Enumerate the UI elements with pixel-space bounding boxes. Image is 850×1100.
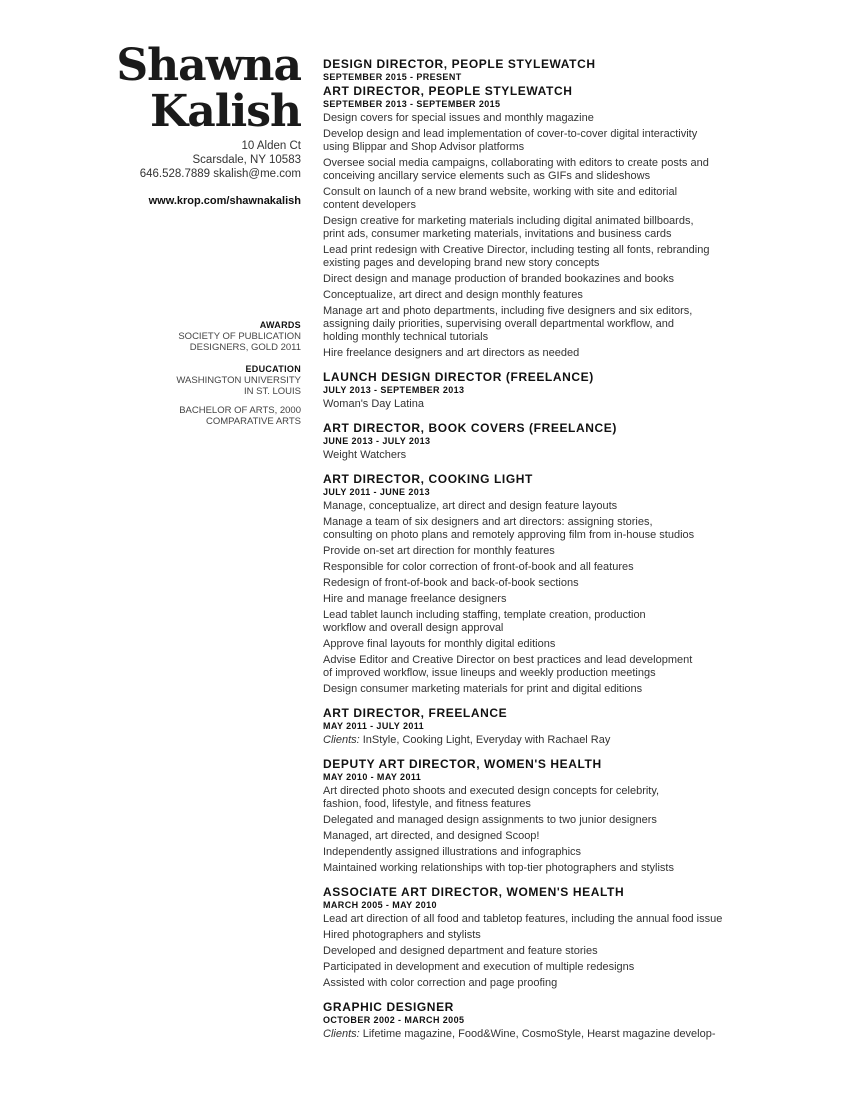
job-clients — [323, 1028, 823, 1041]
job-item: Participated in development and execution of multiple redesigns — [323, 961, 635, 973]
job-item: Hire and manage freelance designers — [323, 593, 507, 605]
job-item: Manage, conceptualize, art direct and design feature layouts — [323, 500, 618, 512]
job-clients — [323, 734, 823, 747]
awards-heading: AWARDS — [259, 320, 301, 330]
education-line-4: COMPARATIVE ARTS — [205, 416, 301, 427]
job-dates: MAY 2011 - JULY 2011 — [323, 721, 425, 731]
job-entry — [323, 758, 823, 875]
job-item: Lead art direction of all food and tabletop features, including the annual food issue — [323, 913, 723, 925]
job-item: Art directed photo shoots and executed design concepts for celebrity, fashion, food, lifestyle, and fitness features — [323, 785, 660, 810]
job-entry — [323, 473, 823, 696]
job-item: Weight Watchers — [323, 449, 407, 461]
job-title: ART DIRECTOR, COOKING LIGHT — [323, 472, 533, 486]
job-item: Design creative for marketing materials including digital animated billboards, print ads, consumer marketing materials, invitations and business cards — [323, 215, 694, 240]
education-line-3: BACHELOR OF ARTS, 2000 — [179, 405, 301, 416]
clients-list: InStyle, Cooking Light, Everyday with Rachael Ray — [359, 734, 611, 746]
job-title: DESIGN DIRECTOR, PEOPLE STYLEWATCH — [323, 57, 596, 71]
job-item: Direct design and manage production of branded bookazines and books — [323, 273, 675, 285]
job-dates: MARCH 2005 - MAY 2010 — [323, 900, 437, 910]
job-item: Maintained working relationships with top-tier photographers and stylists — [323, 862, 674, 874]
job-dates: JULY 2011 - JUNE 2013 — [323, 487, 430, 497]
job-entry — [323, 707, 823, 747]
job-item: Delegated and managed design assignments to two junior designers — [323, 814, 657, 826]
job-title: ART DIRECTOR, BOOK COVERS (FREELANCE) — [323, 421, 617, 435]
job-dates: SEPTEMBER 2015 - PRESENT — [323, 72, 462, 82]
job-title: ART DIRECTOR, PEOPLE STYLEWATCH — [323, 84, 573, 98]
job-entry — [323, 1001, 823, 1041]
job-item: Woman's Day Latina — [323, 398, 424, 410]
job-entry — [323, 422, 823, 462]
job-dates: SEPTEMBER 2013 - SEPTEMBER 2015 — [323, 99, 501, 109]
job-dates: OCTOBER 2002 - MARCH 2005 — [323, 1015, 465, 1025]
job-item: Lead print redesign with Creative Director, including testing all fonts, rebranding existing pages and developing brand new story concepts — [323, 244, 710, 269]
job-item: Advise Editor and Creative Director on best practices and lead development of improved workflow, issue lineups and weekly production meetings — [323, 654, 693, 679]
name-last: Kalish — [150, 86, 301, 137]
job-item: Hire freelance designers and art directors as needed — [323, 347, 580, 359]
job-item: Hired photographers and stylists — [323, 929, 481, 941]
job-entry — [323, 85, 823, 360]
job-title: LAUNCH DESIGN DIRECTOR (FREELANCE) — [323, 370, 594, 384]
job-item: Manage art and photo departments, including five designers and six editors, assigning daily priorities, supervising overall departmental workflow, and holding monthly technical tutorials — [323, 305, 693, 343]
address-line-1: 10 Alden Ct — [241, 140, 301, 152]
awards-line-2: DESIGNERS, GOLD 2011 — [189, 342, 301, 353]
job-item: Responsible for color correction of front-of-book and all features — [323, 561, 634, 573]
clients-list: Lifetime magazine, Food&Wine, CosmoStyle, Hearst magazine develop- — [359, 1028, 716, 1040]
job-item: Lead tablet launch including staffing, template creation, production workflow and overall design approval — [323, 609, 646, 634]
name-first: Shawna — [116, 40, 301, 91]
job-item: Developed and designed department and feature stories — [323, 945, 598, 957]
education-line-1: WASHINGTON UNIVERSITY — [176, 375, 301, 386]
job-item: Redesign of front-of-book and back-of-book sections — [323, 577, 579, 589]
clients-label: Clients: — [323, 734, 360, 746]
job-item: Assisted with color correction and page proofing — [323, 977, 558, 989]
address-line-2: Scarsdale, NY 10583 — [192, 154, 301, 166]
clients-label: Clients: — [323, 1028, 360, 1040]
job-title: ASSOCIATE ART DIRECTOR, WOMEN'S HEALTH — [323, 885, 625, 899]
job-title: ART DIRECTOR, FREELANCE — [323, 706, 508, 720]
job-item: Design covers for special issues and monthly magazine — [323, 112, 594, 124]
job-item: Provide on-set art direction for monthly features — [323, 545, 555, 557]
job-item: Managed, art directed, and designed Scoop! — [323, 830, 540, 842]
education-heading: EDUCATION — [245, 364, 301, 374]
education-line-2: IN ST. LOUIS — [243, 386, 301, 397]
job-item: Conceptualize, art direct and design monthly features — [323, 289, 583, 301]
job-item: Develop design and lead implementation of cover-to-cover digital interactivity using Blippar and Shop Advisor platforms — [323, 128, 698, 153]
job-entry — [323, 886, 823, 990]
job-item: Oversee social media campaigns, collaborating with editors to create posts and conceiving ancillary service elements such as GIFs and slideshows — [323, 157, 709, 182]
job-title: DEPUTY ART DIRECTOR, WOMEN'S HEALTH — [323, 757, 602, 771]
contact-line: 646.528.7889 skalish@me.com — [139, 168, 301, 180]
job-dates: JULY 2013 - SEPTEMBER 2013 — [323, 385, 465, 395]
job-item: Independently assigned illustrations and infographics — [323, 846, 582, 858]
job-item: Consult on launch of a new brand website, working with site and editorial content developers — [323, 186, 678, 211]
job-item: Design consumer marketing materials for print and digital editions — [323, 683, 643, 695]
experience-section — [323, 58, 823, 1049]
job-item: Manage a team of six designers and art directors: assigning stories, consulting on photo plans and remotely approving film from in-house studios — [323, 516, 695, 541]
job-title: GRAPHIC DESIGNER — [323, 1000, 454, 1014]
website-link[interactable]: www.krop.com/shawnakalish — [148, 195, 301, 207]
job-dates: JUNE 2013 - JULY 2013 — [323, 436, 431, 446]
awards-line-1: SOCIETY OF PUBLICATION — [178, 331, 301, 342]
job-item: Approve final layouts for monthly digital editions — [323, 638, 556, 650]
job-entry — [323, 371, 823, 411]
job-entry — [323, 58, 823, 83]
job-dates: MAY 2010 - MAY 2011 — [323, 772, 422, 782]
